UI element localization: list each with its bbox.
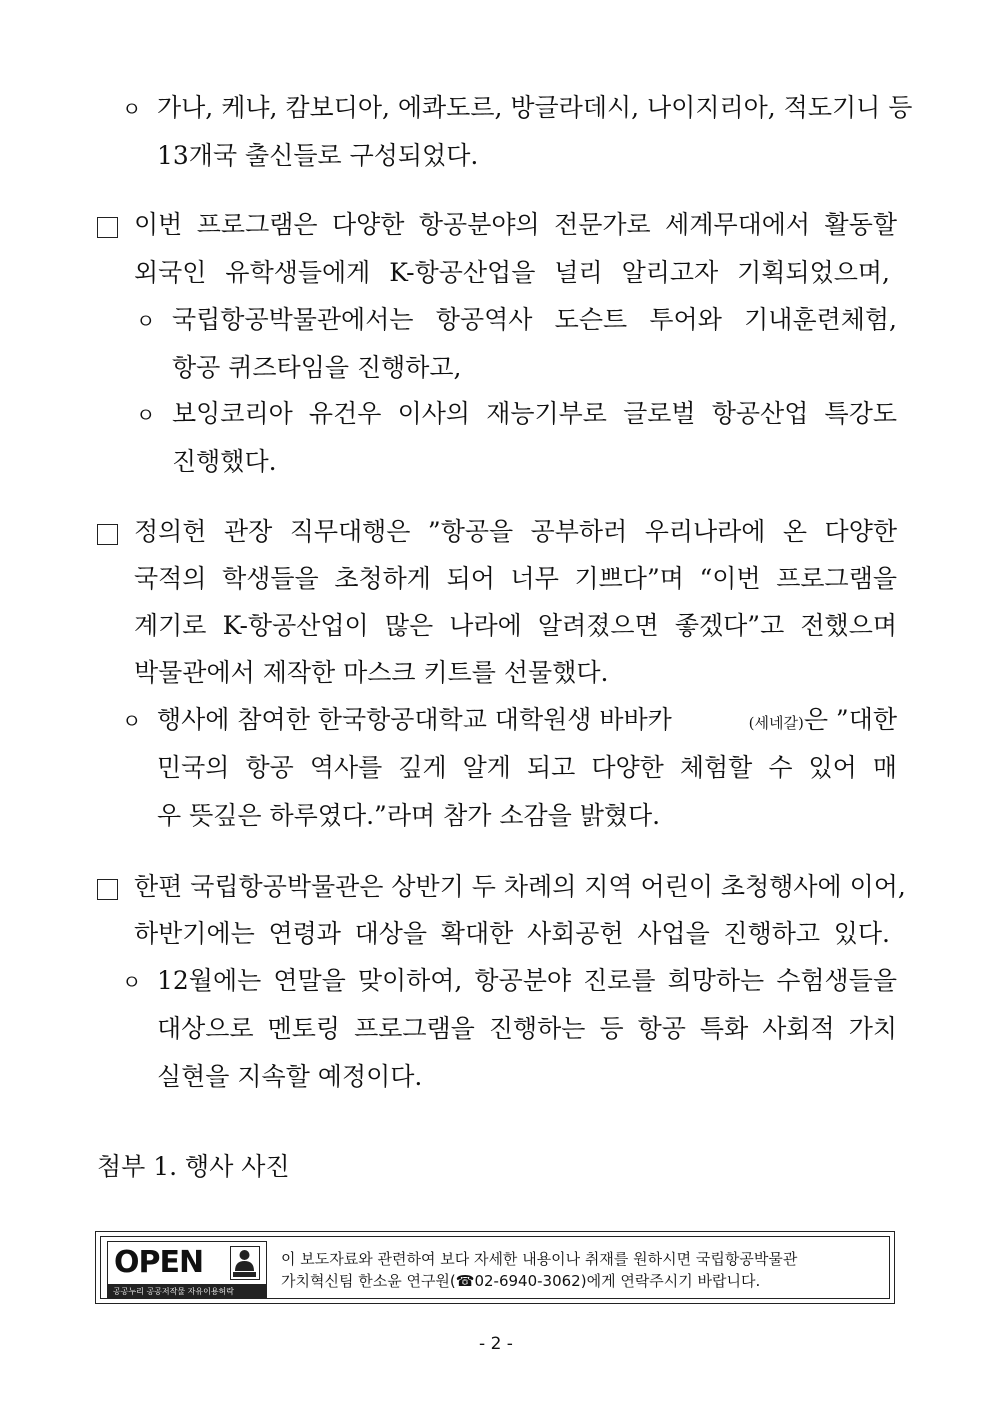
body-line: 우 뜻깊은 하루였다.”라며 참가 소감을 밝혔다. — [157, 801, 661, 830]
body-line: 대상으로 멘토링 프로그램을 진행하는 등 항공 특화 사회적 가치 — [157, 1014, 897, 1043]
bullet-circle: ㅇ — [122, 97, 142, 121]
bullet-circle: ㅇ — [136, 309, 156, 333]
checkbox-square — [97, 217, 118, 238]
contact-box — [95, 1231, 895, 1304]
bullet-circle: ㅇ — [122, 709, 142, 733]
attribution-icon — [230, 1246, 260, 1280]
quote-open: 은 ”대한 — [803, 705, 897, 734]
body-line: 13개국 출신들로 구성되었다. — [157, 141, 479, 170]
bullet-circle: ㅇ — [122, 970, 142, 994]
contact-box-inner — [100, 1236, 890, 1299]
attachment-label: 첨부 1. 행사 사진 — [97, 1152, 290, 1181]
quote-intro: 행사에 참여한 한국항공대학교 대학원생 바바카 — [157, 705, 672, 734]
contact-name: 가치혁신팀 한소윤 연구원( — [281, 1272, 456, 1290]
body-line: 하반기에는 연령과 대상을 확대한 사회공헌 사업을 진행하고 있다. — [134, 919, 890, 948]
page-number: - 2 - — [479, 1334, 513, 1354]
body-line: 정의헌 관장 직무대행은 ”항공을 공부하러 우리나라에 온 다양한 — [134, 517, 897, 546]
body-line: 국립항공박물관에서는 항공역사 도슨트 투어와 기내훈련체험, — [172, 305, 897, 334]
body-line: 이번 프로그램은 다양한 항공분야의 전문가로 세계무대에서 활동할 — [134, 210, 897, 239]
body-line: 한편 국립항공박물관은 상반기 두 차례의 지역 어린이 초청행사에 이어, — [134, 872, 906, 901]
body-line: 외국인 유학생들에게 K-항공산업을 널리 알리고자 기획되었으며, — [134, 258, 890, 287]
checkbox-square — [97, 879, 118, 900]
person-icon — [231, 1247, 258, 1278]
body-line: 국적의 학생들을 초청하게 되어 너무 기쁘다”며 “이번 프로그램을 — [134, 564, 897, 593]
body-line: 박물관에서 제작한 마스크 키트를 선물했다. — [134, 658, 609, 687]
kogl-open-badge — [107, 1241, 267, 1299]
bullet-circle: ㅇ — [136, 403, 156, 427]
body-line: 항공 퀴즈타임을 진행하고, — [172, 353, 462, 382]
badge-caption: 공공누리 공공저작물 자유이용허락 — [107, 1285, 267, 1299]
contact-line-2 — [281, 1270, 760, 1292]
checkbox-square — [97, 524, 118, 545]
body-line: 계기로 K-항공산업이 많은 나라에 알려졌으면 좋겠다”고 전했으며 — [134, 611, 897, 640]
body-line — [157, 705, 897, 738]
body-line: 민국의 항공 역사를 깊게 알게 되고 다양한 체험할 수 있어 매 — [157, 753, 897, 782]
badge-top — [107, 1241, 267, 1285]
body-line: 실현을 지속할 예정이다. — [157, 1062, 423, 1091]
body-line: 진행했다. — [172, 447, 277, 476]
body-line: 가나, 케냐, 캄보디아, 에콰도르, 방글라데시, 나이지리아, 적도기니 등 — [157, 93, 913, 122]
body-line: 보잉코리아 유건우 이사의 재능기부로 글로벌 항공산업 특강도 — [172, 399, 897, 428]
phone-icon: ☎ — [455, 1272, 475, 1290]
country-note: (세네갈) — [748, 714, 804, 732]
contact-line-1: 이 보도자료와 관련하여 보다 자세한 내용이나 취재를 원하시면 국립항공박물관 — [281, 1250, 798, 1268]
contact-phone: 02-6940-3062)에게 연락주시기 바랍니다. — [474, 1272, 761, 1290]
open-logo-text: OPEN — [114, 1245, 204, 1280]
body-line: 12월에는 연말을 맞이하여, 항공분야 진로를 희망하는 수험생들을 — [157, 966, 897, 995]
quote-intro-end — [749, 705, 897, 738]
